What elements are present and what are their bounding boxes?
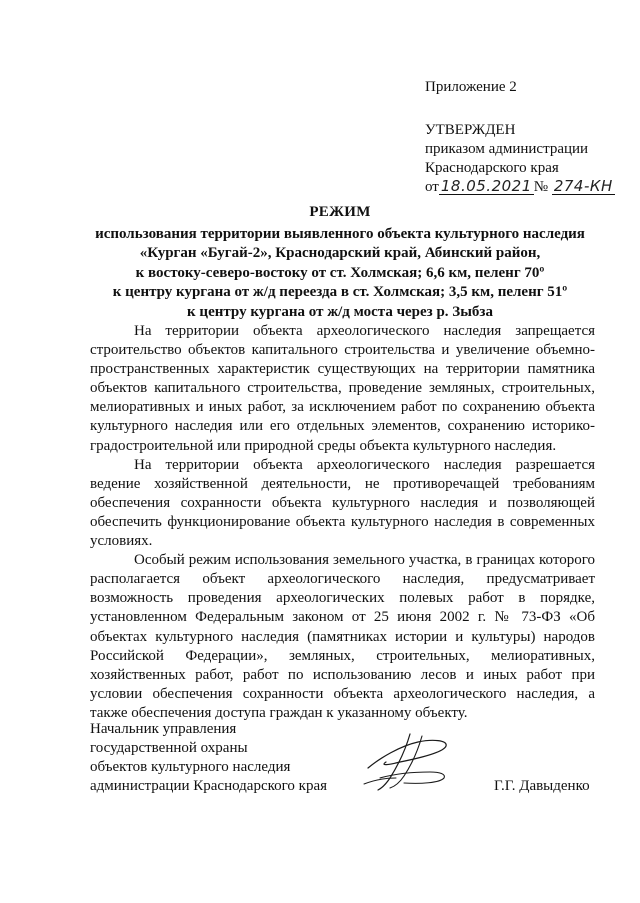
title-line: к центру кургана от ж/д переезда в ст. Холмская; 3,5 км, пеленг 51º — [112, 284, 568, 300]
order-line-2: Краснодарского края — [425, 160, 559, 176]
signatory-role-line: администрации Краснодарского края — [90, 778, 328, 794]
paragraph-permissions: На территории объекта археологического наследия разрешается ведение хозяйственной деятельности, не противоречащей требованиям обеспечения сохранности объекта культурного наследия и позволяющей обеспечить функционирование объекта культурного наследия в современных условиях. — [90, 456, 595, 550]
signatory-role-line: Начальник управления — [90, 721, 237, 737]
approved-label: УТВЕРЖДЕН — [425, 122, 516, 138]
order-date-line — [425, 178, 625, 197]
signatory-role-line: государственной охраны — [90, 740, 248, 756]
signatory-name: Г.Г. Давыденко — [494, 778, 590, 794]
order-number: 274-КН — [553, 177, 613, 195]
signatory-block — [90, 720, 610, 796]
number-prefix: № — [533, 179, 549, 195]
title-line: к центру кургана от ж/д моста через р. Зыбза — [187, 303, 493, 320]
approval-block — [425, 78, 625, 197]
appendix-label: Приложение 2 — [425, 79, 517, 95]
date-prefix: от — [425, 179, 439, 195]
order-line-1: приказом администрации — [425, 141, 589, 157]
document-heading: РЕЖИМ — [309, 204, 371, 220]
signatory-role-line: объектов культурного наследия — [90, 759, 291, 775]
order-date: 18.05.2021 — [440, 177, 532, 195]
regime-body — [90, 322, 595, 723]
title-line: «Курган «Бугай-2», Краснодарский край, Абинский район, — [139, 245, 541, 261]
title-line: к востоку-северо-востоку от ст. Холмская; 6,6 км, пеленг 70º — [135, 264, 545, 281]
title-line: использования территории выявленного объекта культурного наследия — [95, 225, 585, 242]
paragraph-prohibitions: На территории объекта археологического наследия запрещается строительство объектов капитального строительства и увеличение объемно-пространственных характеристик существующих на территории памятника объектов капитального строительства, проведение земляных, строительных, мелиоративных и иных работ, за исключением работ по сохранению объекта культурного наследия или его отдельных элементов, сохранению историко-градостроительной или природной среды объекта культурного наследия. — [90, 323, 595, 454]
regime-title — [60, 203, 620, 322]
paragraph-special-regime: Особый режим использования земельного участка, в границах которого располагается объект археологического наследия, предусматривает возможность проведения археологических полевых работ в порядке, установленном Федеральным законом от 25 июня 2002 г. № 73-ФЗ «Об объектах культурного наследия (памятниках истории и культуры) народов Российской Федерации», земляных, строительных, мелиоративных, хозяйственных работ, работ по использованию лесов и иных работ при условии обеспечения сохранности объекта археологического наследия, а также обеспечения доступа граждан к указанному объекту. — [90, 552, 595, 721]
